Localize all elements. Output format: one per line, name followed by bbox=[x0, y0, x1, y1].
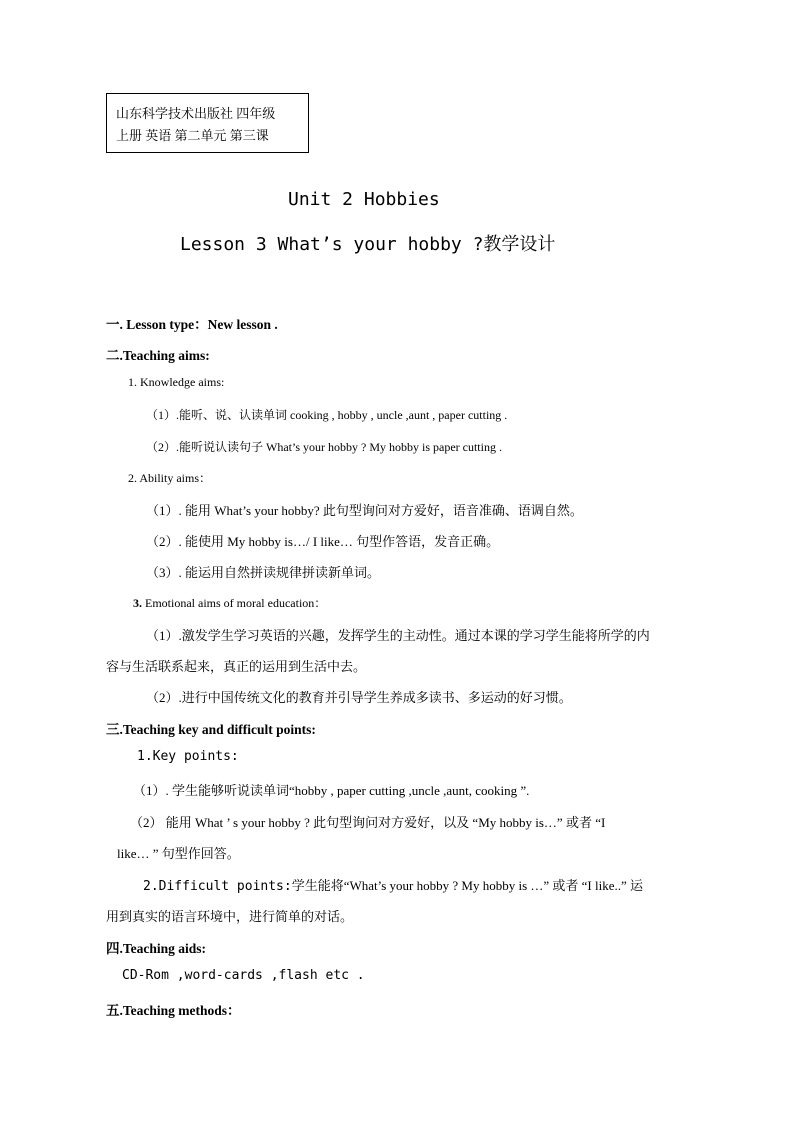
header-box-line1: 山东科学技术出版社 四年级 bbox=[116, 106, 276, 121]
section-teaching-aids: 四.Teaching aids: bbox=[106, 941, 207, 956]
key-points-label: 1.Key points: bbox=[137, 749, 239, 764]
emotional-aim-1: （1）.激发学生学习英语的兴趣，发挥学生的主动性。通过本课的学习学生能将所学的内 bbox=[146, 628, 650, 643]
knowledge-aims-label: 1. Knowledge aims: bbox=[128, 375, 225, 389]
emotional-aims-label bbox=[133, 594, 326, 611]
key-point-2-cont: like… ” 句型作回答。 bbox=[117, 846, 240, 861]
lesson-title: Lesson 3 What’s your hobby ?教学设计 bbox=[180, 234, 556, 255]
emotional-aims-text: Emotional aims of moral education： bbox=[142, 596, 327, 610]
header-box-line2: 上册 英语 第二单元 第三课 bbox=[116, 128, 269, 143]
difficult-points-label: 2.Difficult points: bbox=[143, 879, 292, 894]
emotional-aim-1-cont: 容与生活联系起来，真正的运用到生活中去。 bbox=[106, 659, 367, 674]
key-point-1: （1）. 学生能够听说读单词“hobby , paper cutting ,uncle ,aunt, cooking ”. bbox=[133, 783, 530, 798]
ability-aim-3: （3）. 能运用自然拼读规律拼读新单词。 bbox=[146, 565, 381, 580]
ability-aim-1: （1）. 能用 What’s your hobby? 此句型询问对方爱好，语音准确、语调自然。 bbox=[146, 503, 583, 518]
ability-aims-label: 2. Ability aims： bbox=[128, 471, 212, 485]
difficult-points bbox=[143, 875, 643, 894]
unit-title: Unit 2 Hobbies bbox=[288, 189, 440, 210]
emotional-aim-2: （2）.进行中国传统文化的教育并引导学生养成多读书、多运动的好习惯。 bbox=[146, 690, 572, 705]
teaching-aids-text: CD-Rom ,word-cards ,flash etc . bbox=[122, 968, 365, 983]
difficult-points-text: 学生能将“What’s your hobby ? My hobby is …” 或者 “I like..” 运 bbox=[291, 878, 644, 893]
section-lesson-type: 一. Lesson type：New lesson . bbox=[106, 317, 278, 332]
section-teaching-methods: 五.Teaching methods： bbox=[106, 1003, 241, 1018]
knowledge-aim-1: （1）.能听、说、认读单词 cooking , hobby , uncle ,aunt , paper cutting . bbox=[146, 408, 508, 422]
header-box bbox=[106, 93, 309, 153]
section-teaching-aims: 二.Teaching aims: bbox=[106, 348, 210, 363]
ability-aim-2: （2）. 能使用 My hobby is…/ I like… 句型作答语，发音正确。 bbox=[146, 534, 500, 549]
key-point-2: （2） 能用 What ’ s your hobby ? 此句型询问对方爱好，以及 “My hobby is…” 或者 “I bbox=[130, 815, 606, 830]
emotional-aims-number: 3. bbox=[133, 596, 142, 610]
knowledge-aim-2: （2）.能听说认读句子 What’s your hobby ? My hobby is paper cutting . bbox=[146, 440, 502, 454]
difficult-points-cont: 用到真实的语言环境中，进行简单的对话。 bbox=[106, 909, 354, 924]
section-key-points: 三.Teaching key and difficult points: bbox=[106, 722, 316, 737]
